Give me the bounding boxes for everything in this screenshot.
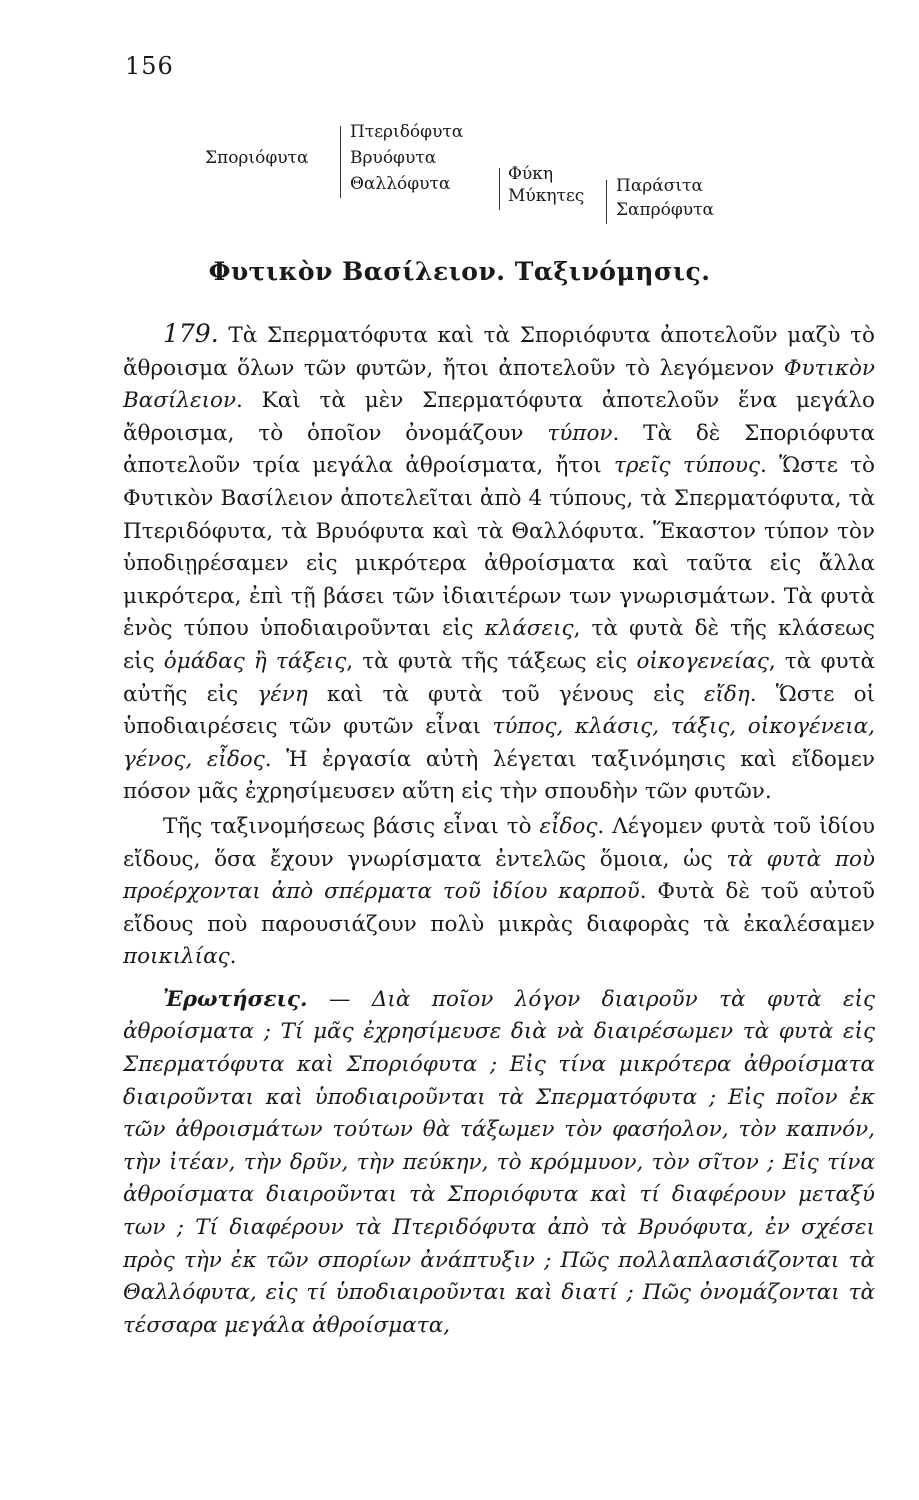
tree-algae: Φύκη <box>508 164 554 184</box>
paragraph-number: 179. <box>163 319 219 348</box>
questions-paragraph <box>123 984 875 1343</box>
text-run: , τὰ φυτὰ αὐτῆς εἰς <box>123 648 876 707</box>
text-run: καὶ τὰ φυτὰ τοῦ γένους εἰς <box>307 681 704 707</box>
emphasis: κλάσεις <box>484 616 574 642</box>
text-run: . Ἡ ἐργασία αὐτὴ λέγεται ταξινόμησις καὶ εἴδομεν πόσον μᾶς ἐχρησίμευσεν αὕτη εἰς τὴν σπουδὴν τῶν φυτῶν. <box>123 746 875 805</box>
text-run: Τῆς ταξινομήσεως βάσις εἶναι τὸ <box>163 813 540 839</box>
emphasis: τρεῖς τύπους <box>614 453 761 479</box>
text-run: . <box>229 944 237 970</box>
brace-level2 <box>499 168 500 210</box>
questions-text: Διὰ ποῖον λόγον διαιροῦν τὰ φυτὰ εἰς ἀθροίσματα ; Τί μᾶς ἐχρησίμευσε διὰ νὰ διαιρέσωμεν τὰ φυτὰ εἰς Σπερματόφυτα καὶ Σποριόφυτα ; Εἰς τίνα μικρότερα ἀθροίσματα διαιροῦνται καὶ ὑποδιαιροῦνται τὰ Σπερματόφυτα ; Εἰς ποῖον ἐκ τῶν ἀθροισμάτων τούτων θὰ τάξωμεν τὸν φασήολον, τὸν καπνόν, τὴν ἰτέαν, τὴν δρῦν, τὴν πεύκην, τὸ κρόμμυον, τὸν σῖτον ; Εἰς τίνα ἀθροίσματα διαιροῦνται τὰ Σποριόφυτα καὶ τί διαφέρουν μεταξύ των ; Τί διαφέρουν τὰ Πτεριδόφυτα ἀπὸ τὰ Βρυόφυτα, ἐν σχέσει πρὸς τὴν ἐκ τῶν σπορίων ἀνάπτυξιν ; Πῶς πολλαπλασιάζονται τὰ Θαλλόφυτα, εἰς τί ὑποδιαιροῦνται καὶ διατί ; Πῶς ὀνομάζονται τὰ τέσσαρα μεγάλα ἀθροίσματα, <box>123 986 875 1338</box>
emphasis: τύπον <box>547 420 613 446</box>
text-run: . Τὰ δὲ Σποριόφυτα ἀποτελοῦν τρία μεγάλα ἀθροίσματα, ἤτοι <box>123 420 875 479</box>
brace-level3 <box>606 180 607 224</box>
text-run: Τὰ Σπερματόφυτα καὶ τὰ Σποριόφυτα ἀποτελοῦν μαζὺ τὸ ἄθροισμα ὅλων τῶν φυτῶν, ἤτοι ἀποτελοῦν τὸ λεγόμενον <box>123 323 875 381</box>
emphasis: ὁμάδας ἢ τάξεις <box>163 648 347 674</box>
emphasis: τὰ φυτὰ ποὺ προέρχονται ἀπὸ σπέρματα τοῦ ἰδίου καρποῦ <box>123 846 875 905</box>
emphasis: οἰκογενείας <box>636 648 769 674</box>
tree-root: Σποριόφυτα <box>205 148 309 168</box>
tree-bryophyta: Βρυόφυτα <box>350 148 437 168</box>
emphasis: εἶδος <box>539 813 598 839</box>
tree-pteridophyta: Πτεριδόφυτα <box>350 122 464 142</box>
emphasis: τύπος, κλάσις, τάξις, οἰκογένεια, γένος, εἶδος <box>123 714 876 772</box>
text-run: . Φυτὰ δὲ τοῦ αὐτοῦ εἴδους ποὺ παρουσιάζουν πολὺ μικρὰς διαφορὰς τὰ ἐκαλέσαμεν <box>123 879 876 937</box>
text-run: , τὰ φυτὰ τῆς τάξεως εἰς <box>346 648 637 674</box>
brace-level1 <box>340 126 341 198</box>
paragraph-species <box>123 811 875 974</box>
paragraph-179 <box>123 318 875 809</box>
text-run: . Ὥστε οἱ ὑποδιαιρέσεις τῶν φυτῶν εἶναι <box>123 681 876 740</box>
text-run: . Καὶ τὰ μὲν Σπερματόφυτα ἀποτελοῦν ἕνα μεγάλο ἄθροισμα, τὸ ὁποῖον ὀνομάζουν <box>123 388 875 446</box>
emphasis: γένη <box>257 681 308 707</box>
tree-fungi: Μύκητες <box>508 186 585 206</box>
emphasis: ποικιλίας <box>123 944 230 970</box>
page-number: 156 <box>125 52 174 80</box>
body-text <box>123 318 875 1342</box>
text-run: , τὰ φυτὰ δὲ τῆς κλάσεως εἰς <box>123 616 875 674</box>
tree-saprophytes: Σαπρόφυτα <box>616 200 715 220</box>
questions-label: Ἐρωτήσεις. <box>163 986 308 1012</box>
section-title: Φυτικὸν Βασίλειον. Ταξινόμησις. <box>208 257 711 286</box>
classification-tree <box>0 120 919 230</box>
emphasis: εἴδη <box>703 681 750 707</box>
questions-dash: — <box>307 986 372 1012</box>
text-run: . Ὥστε τὸ Φυτικὸν Βασίλειον ἀποτελεῖται ἀπὸ 4 τύπους, τὰ Σπερματόφυτα, τὰ Πτεριδόφυτα, τὰ Βρυόφυτα καὶ τὰ Θαλλόφυτα. Ἕκαστον τύπον τὸν ὑποδιῃρέσαμεν εἰς μικρότερα ἀθροίσματα καὶ ταῦτα εἰς ἄλλα μικρότερα, ἐπὶ τῇ βάσει τῶν ἰδιαιτέρων των γνωρισμάτων. Τὰ φυτὰ ἑνὸς τύπου ὑποδιαιροῦνται εἰς <box>123 453 875 642</box>
tree-thallophyta: Θαλλόφυτα <box>350 174 451 194</box>
text-run: . Λέγομεν φυτὰ τοῦ ἰδίου εἴδους, ὅσα ἔχουν γνωρίσματα ἐντελῶς ὅμοια, ὡς <box>123 813 875 872</box>
emphasis: Φυτικὸν Βασίλειον <box>123 355 875 414</box>
tree-parasites: Παράσιτα <box>616 176 703 196</box>
